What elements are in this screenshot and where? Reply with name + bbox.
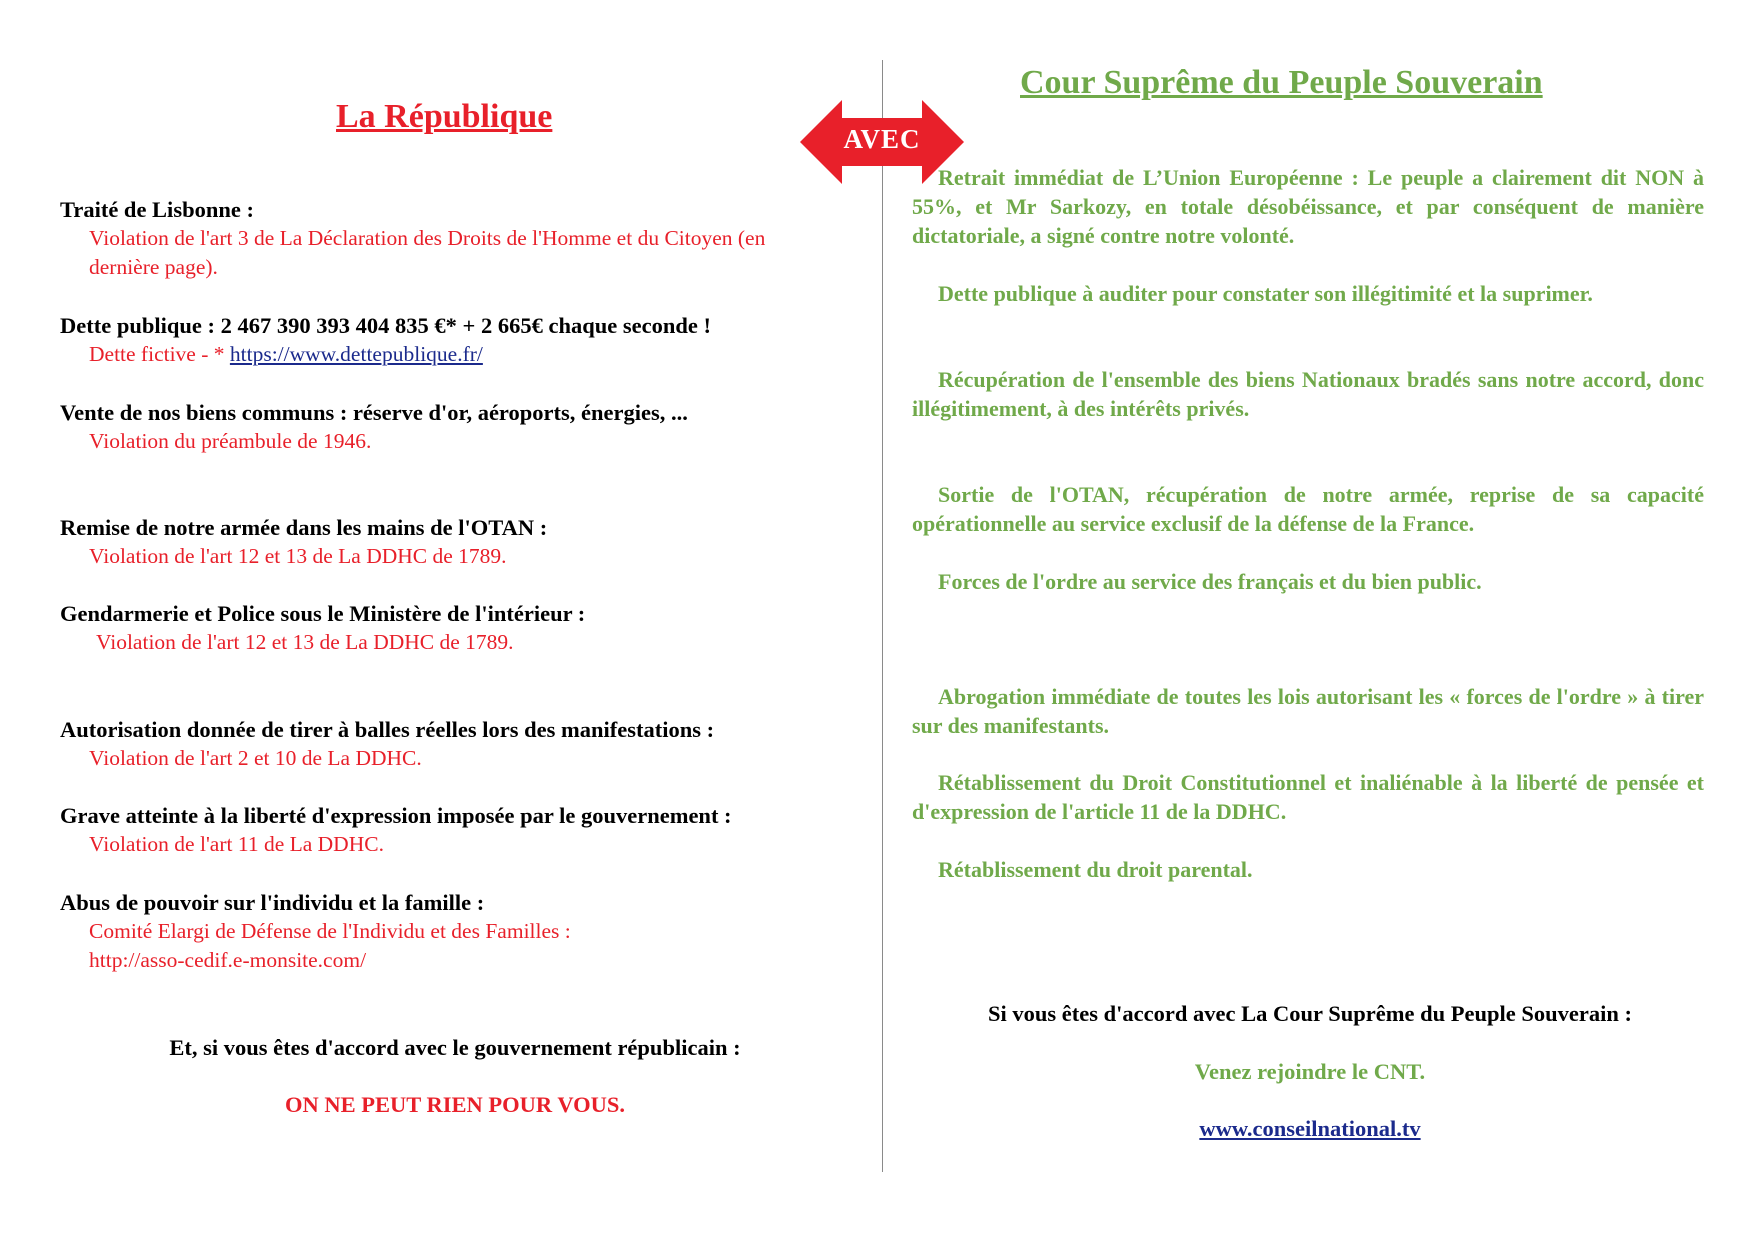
- left-title: La République: [336, 98, 553, 135]
- item-violation: Violation de l'art 12 et 13 de La DDHC de 1789.: [89, 544, 507, 568]
- list-item: [60, 311, 840, 369]
- demand-paragraph: Abrogation immédiate de toutes les lois autorisant les « forces de l'ordre » à tirer sur des manifestants.: [912, 684, 1704, 738]
- item-heading: Autorisation donnée de tirer à balles réelles lors des manifestations :: [60, 717, 715, 742]
- item-heading: Traité de Lisbonne :: [60, 197, 254, 222]
- demand-paragraph: Rétablissement du Droit Constitutionnel et inaliénable à la liberté de pensée et d'expression de l'article 11 de la DDHC.: [912, 770, 1704, 824]
- right-title: Cour Suprême du Peuple Souverain: [1020, 64, 1543, 101]
- demand-paragraph: Rétablissement du droit parental.: [938, 857, 1253, 882]
- list-item: [60, 888, 840, 975]
- demand-paragraph: Récupération de l'ensemble des biens Nationaux bradés sans notre accord, donc illégitimement, à des intérêts privés.: [912, 367, 1704, 421]
- item-violation: Violation du préambule de 1946.: [89, 429, 372, 453]
- column-divider: [882, 60, 883, 1172]
- list-item: [60, 599, 840, 657]
- demand-paragraph: Retrait immédiat de L’Union Européenne : Le peuple a clairement dit NON à 55%, et Mr Sarkozy, en totale désobéissance, et par conséquent de manière dictatoriale, a signé contre notre volonté.: [912, 165, 1704, 248]
- item-violation-prefix: Dette fictive - *: [89, 342, 230, 366]
- item-violation: Violation de l'art 12 et 13 de La DDHC de 1789.: [96, 630, 514, 654]
- item-violation: Violation de l'art 2 et 10 de La DDHC.: [89, 746, 422, 770]
- item-heading: Abus de pouvoir sur l'individu et la famille :: [60, 890, 485, 915]
- right-closing-text: Si vous êtes d'accord avec La Cour Suprême du Peuple Souverain :: [988, 1001, 1632, 1026]
- item-heading: Vente de nos biens communs : réserve d'or, aéroports, énergies, ...: [60, 400, 688, 425]
- left-closing-warning: ON NE PEUT RIEN POUR VOUS.: [284, 1092, 626, 1117]
- left-closing-text: Et, si vous êtes d'accord avec le gouvernement républicain :: [169, 1035, 741, 1060]
- item-violation: [60, 340, 840, 369]
- dettepublique-link[interactable]: https://www.dettepublique.fr/: [229, 342, 483, 366]
- list-item: [60, 801, 840, 859]
- list-item: [60, 398, 840, 456]
- right-closing-call: Venez rejoindre le CNT.: [1194, 1059, 1426, 1084]
- item-heading: Remise de notre armée dans les mains de l'OTAN :: [60, 515, 548, 540]
- item-violation: Comité Elargi de Défense de l'Individu et des Familles :: [89, 919, 571, 943]
- item-heading: Dette publique : 2 467 390 393 404 835 €* + 2 665€ chaque seconde !: [60, 313, 711, 338]
- demand-paragraph: Dette publique à auditer pour constater son illégitimité et la suprimer.: [938, 281, 1593, 306]
- list-item: [60, 195, 840, 282]
- item-violation: Violation de l'art 3 de La Déclaration des Droits de l'Homme et du Citoyen (en dernière page).: [89, 226, 766, 279]
- conseilnational-link[interactable]: www.conseilnational.tv: [1199, 1116, 1421, 1141]
- arrow-label: AVEC: [843, 124, 921, 154]
- list-item: [60, 513, 840, 571]
- demand-paragraph: Forces de l'ordre au service des français et du bien public.: [938, 569, 1482, 594]
- item-heading: Grave atteinte à la liberté d'expression imposée par le gouvernement :: [60, 803, 732, 828]
- cedif-link[interactable]: http://asso-cedif.e-monsite.com/: [89, 948, 367, 972]
- demand-paragraph: Sortie de l'OTAN, récupération de notre armée, reprise de sa capacité opérationnelle au service exclusif de la défense de la France.: [912, 482, 1704, 536]
- item-violation: Violation de l'art 11 de La DDHC.: [89, 832, 384, 856]
- item-heading: Gendarmerie et Police sous le Ministère de l'intérieur :: [60, 601, 586, 626]
- list-item: [60, 715, 840, 773]
